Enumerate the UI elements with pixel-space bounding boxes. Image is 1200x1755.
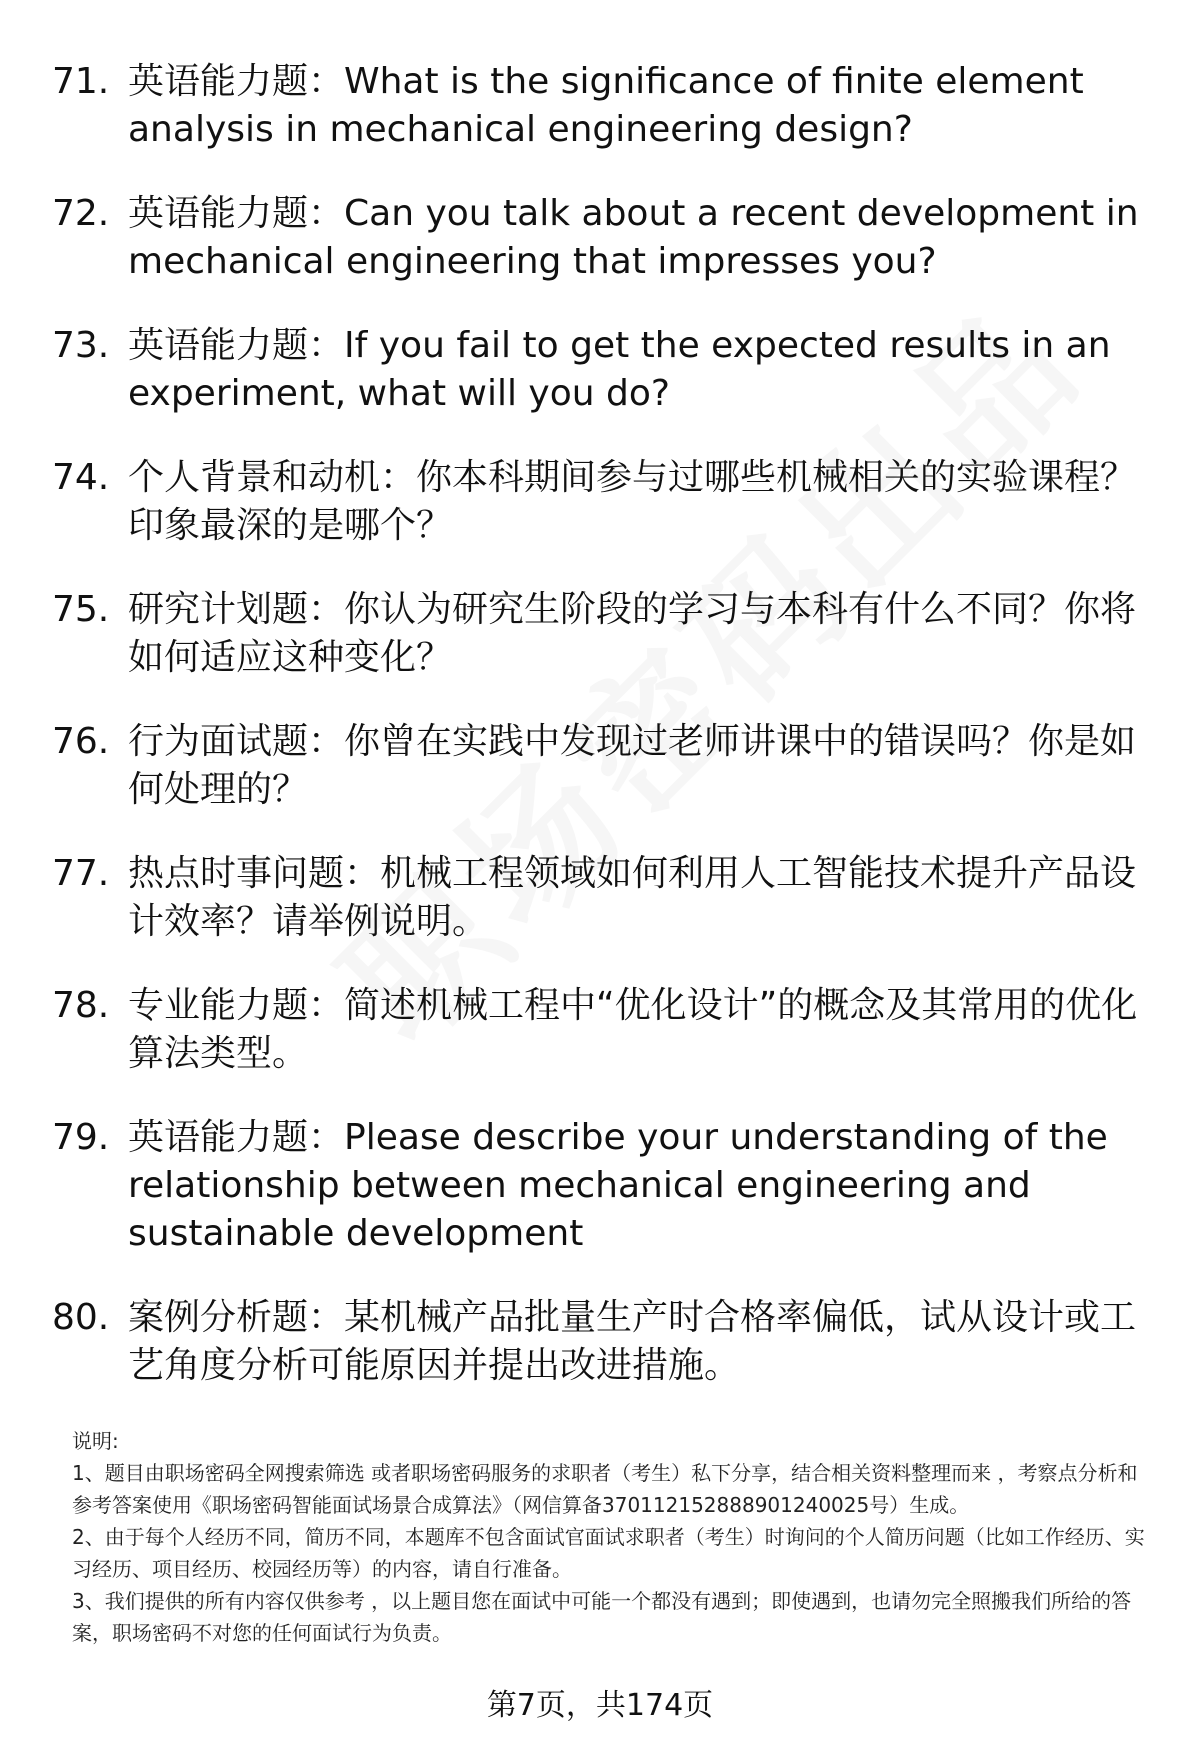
question-number: 73.	[52, 325, 110, 366]
question-item	[52, 1114, 1152, 1258]
question-text: 专业能力题：简述机械工程中“优化设计”的概念及其常用的优化算法类型。	[128, 985, 1138, 1074]
question-item	[52, 718, 1152, 814]
question-text: 热点时事问题：机械工程领域如何利用人工智能技术提升产品设计效率？请举例说明。	[128, 853, 1137, 942]
question-number: 72.	[52, 193, 110, 234]
question-item	[52, 190, 1152, 286]
question-item	[52, 1294, 1152, 1390]
question-text: 英语能力题：Please describe your understanding of the relationship between mechanical engineering and sustainable development	[128, 1117, 1108, 1254]
question-text: 研究计划题：你认为研究生阶段的学习与本科有什么不同？你将如何适应这种变化？	[128, 589, 1137, 678]
question-text: 英语能力题：If you fail to get the expected results in an experiment, what will you do?	[128, 325, 1111, 414]
question-number: 77.	[52, 853, 110, 894]
question-number: 71.	[52, 61, 110, 102]
question-item	[52, 850, 1152, 946]
question-number: 80.	[52, 1297, 110, 1338]
question-text: 个人背景和动机：你本科期间参与过哪些机械相关的实验课程？印象最深的是哪个？	[128, 457, 1137, 546]
notes-section	[72, 1425, 1152, 1649]
question-number: 76.	[52, 721, 110, 762]
question-number: 79.	[52, 1117, 110, 1158]
note-item: 1、题目由职场密码全网搜索筛选 或者职场密码服务的求职者（考生）私下分享，结合相关资料整理而来 ，考察点分析和参考答案使用《职场密码智能面试场景合成算法》（网信算备370112152888901240025号）生成。	[72, 1461, 1138, 1517]
question-item	[52, 982, 1152, 1078]
question-item	[52, 586, 1152, 682]
question-text: 案例分析题：某机械产品批量生产时合格率偏低，试从设计或工艺角度分析可能原因并提出改进措施。	[128, 1297, 1137, 1386]
question-item	[52, 454, 1152, 550]
question-number: 78.	[52, 985, 110, 1026]
question-list	[52, 58, 1152, 1426]
note-item: 3、我们提供的所有内容仅供参考 ，以上题目您在面试中可能一个都没有遇到；即使遇到，也请勿完全照搬我们所给的答案，职场密码不对您的任何面试行为负责。	[72, 1589, 1132, 1645]
question-text: 英语能力题：What is the significance of finite element analysis in mechanical engineering design?	[128, 61, 1084, 150]
notes-title: 说明:	[72, 1429, 119, 1453]
question-text: 英语能力题：Can you talk about a recent development in mechanical engineering that impresses you?	[128, 193, 1139, 282]
question-item	[52, 322, 1152, 418]
page-number: 第7页，共174页	[486, 1688, 714, 1723]
question-number: 74.	[52, 457, 110, 498]
question-text: 行为面试题：你曾在实践中发现过老师讲课中的错误吗？你是如何处理的？	[128, 721, 1137, 810]
question-number: 75.	[52, 589, 110, 630]
question-item	[52, 58, 1152, 154]
note-item: 2、由于每个人经历不同，简历不同，本题库不包含面试官面试求职者（考生）时询问的个人简历问题（比如工作经历、实习经历、项目经历、校园经历等）的内容，请自行准备。	[72, 1525, 1145, 1581]
